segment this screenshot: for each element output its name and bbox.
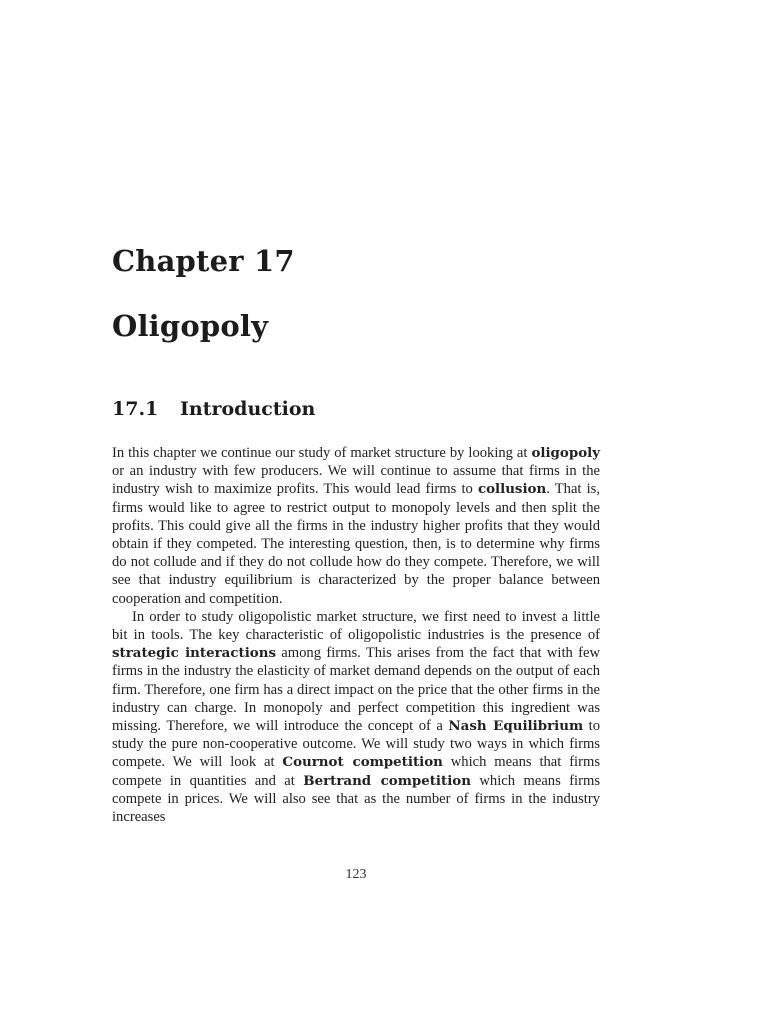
page-number: 123 bbox=[345, 867, 367, 882]
bold-term: Bertrand competition bbox=[303, 772, 471, 789]
text-run: or an industry with few producers. We will continue to assume that firms in the industry wish to maximize profits. This would lead firms to bbox=[112, 463, 600, 498]
paragraph-2 bbox=[112, 608, 600, 826]
bold-term: strategic interactions bbox=[112, 645, 276, 662]
bold-term: collusion bbox=[477, 481, 547, 498]
text-run: among firms. This arises from the fact that with few firms in the industry the elasticity of market demand depends on the output of each firm. Therefore, one firm has a direct impact on the price that the other firms in the industry can charge. In monopoly and perfect competition this ingredient was missing. Therefore, we will introduce the concept of a bbox=[112, 645, 600, 735]
section-heading bbox=[112, 398, 315, 420]
body-text bbox=[112, 444, 600, 826]
text-run: In this chapter we continue our study of market structure by looking at bbox=[112, 445, 532, 461]
bold-term: oligopoly bbox=[531, 445, 600, 461]
chapter-title-heading: Oligopoly bbox=[112, 309, 269, 343]
bold-term: Nash Equilibrium bbox=[448, 718, 584, 735]
text-run: to study the pure non-cooperative outcome. We will study two ways in which firms compete. We will look at bbox=[112, 718, 601, 771]
text-run: which means firms compete in prices. We will also see that as the number of firms in the industry increases bbox=[112, 772, 600, 826]
text-run: In order to study oligopolistic market structure, we first need to invest a little bit in tools. The key characteristic of oligopolistic industries is the presence of bbox=[112, 608, 600, 644]
section-number: 17.1 bbox=[112, 398, 159, 420]
text-run: which means that firms compete in quantities and at bbox=[112, 754, 600, 789]
section-title: Introduction bbox=[180, 398, 316, 420]
text-run: . That is, firms would like to agree to restrict output to monopoly levels and then split the profits. This could give all the firms in the industry higher profits that they would obtain if they competed. The interesting question, then, is to determine why firms do not collude and if they do not collude how do they compete. Therefore, we will see that industry equilibrium is characterized by the proper balance between cooperation and competition. bbox=[112, 481, 600, 607]
chapter-number-heading: Chapter 17 bbox=[112, 244, 295, 278]
paragraph-1 bbox=[112, 444, 600, 608]
bold-term: Cournot competition bbox=[282, 754, 443, 771]
